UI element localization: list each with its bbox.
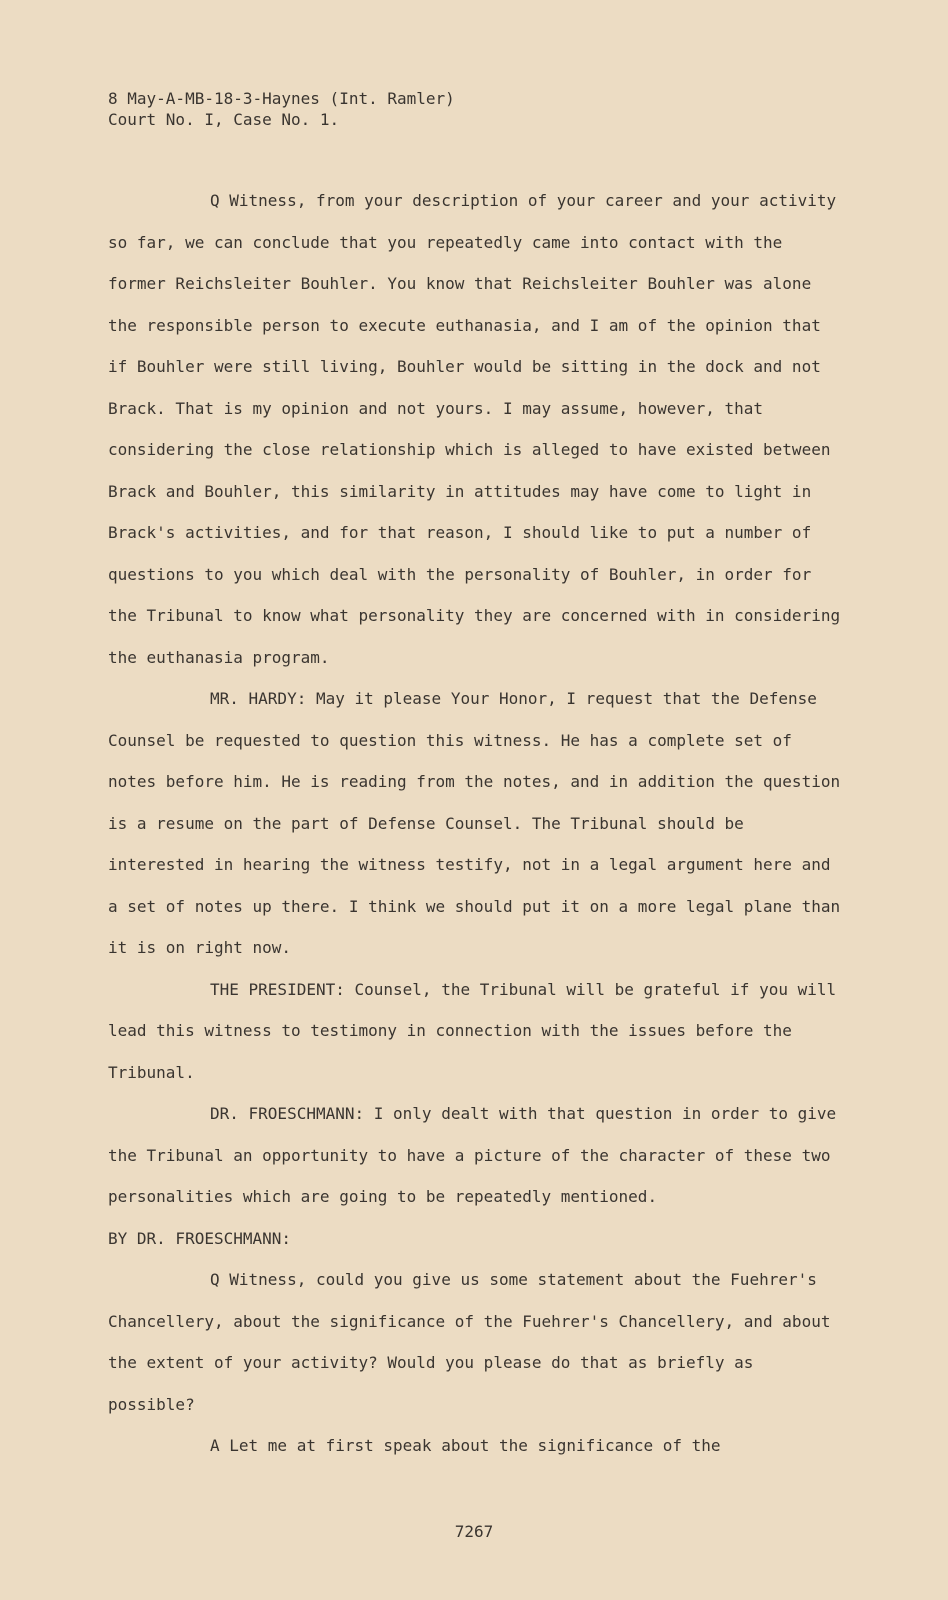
section-label: BY DR. FROESCHMANN:	[108, 1228, 292, 1248]
paragraph-dr-froeschmann: DR. FROESCHMANN: I only dealt with that question in order to give the Tribunal an opportunity to have a picture of the character of these two personalities which are going to be repeatedly mentioned.	[108, 1104, 837, 1206]
paragraph-answer: A Let me at first speak about the significance of the	[210, 1436, 721, 1455]
paragraph-mr-hardy: MR. HARDY: May it please Your Honor, I request that the Defense Counsel be requested to question this witness. He has a complete set of notes before him. He is reading from the notes, and in addition the question is a resume on the part of Defense Counsel. The Tribunal should be interested in hearing the witness testify, not in a legal argument here and a set of notes up there. I think we should put it on a more legal plane than it is on right now.	[108, 689, 841, 957]
page-number: 7267	[454, 1522, 494, 1541]
transcript-body	[108, 180, 843, 1467]
paragraph-the-president: THE PRESIDENT: Counsel, the Tribunal will be grateful if you will lead this witness to testimony in connection with the issues before the Tribunal.	[108, 979, 837, 1082]
header-line-2: Court No. I, Case No. 1.	[108, 110, 340, 129]
paragraph-question-bouhler: Q Witness, from your description of your career and your activity so far, we can conclude that you repeatedly came into contact with the former Reichsleiter Bouhler. You know that Reichsleiter Bouhler was alone the responsible person to execute euthanasia, and I am of the opinion that if Bouhler were still living, Bouhler would be sitting in the dock and not Brack. That is my opinion and not yours. I may assume, however, that considering the close relationship which is alleged to have existed between Brack and Bouhler, this similarity in attitudes may have come to light in Brack's activities, and for that reason, I should like to put a number of questions to you which deal with the personality of Bouhler, in order for the Tribunal to know what personality they are concerned with in considering the euthanasia program.	[108, 191, 841, 667]
paragraph-question-chancellery: Q Witness, could you give us some statement about the Fuehrer's Chancellery, about the significance of the Fuehrer's Chancellery, and about the extent of your activity? Would you please do that as briefly as possible?	[108, 1270, 831, 1414]
header-line-1: 8 May-A-MB-18-3-Haynes (Int. Ramler)	[108, 89, 455, 108]
document-header	[108, 88, 455, 130]
